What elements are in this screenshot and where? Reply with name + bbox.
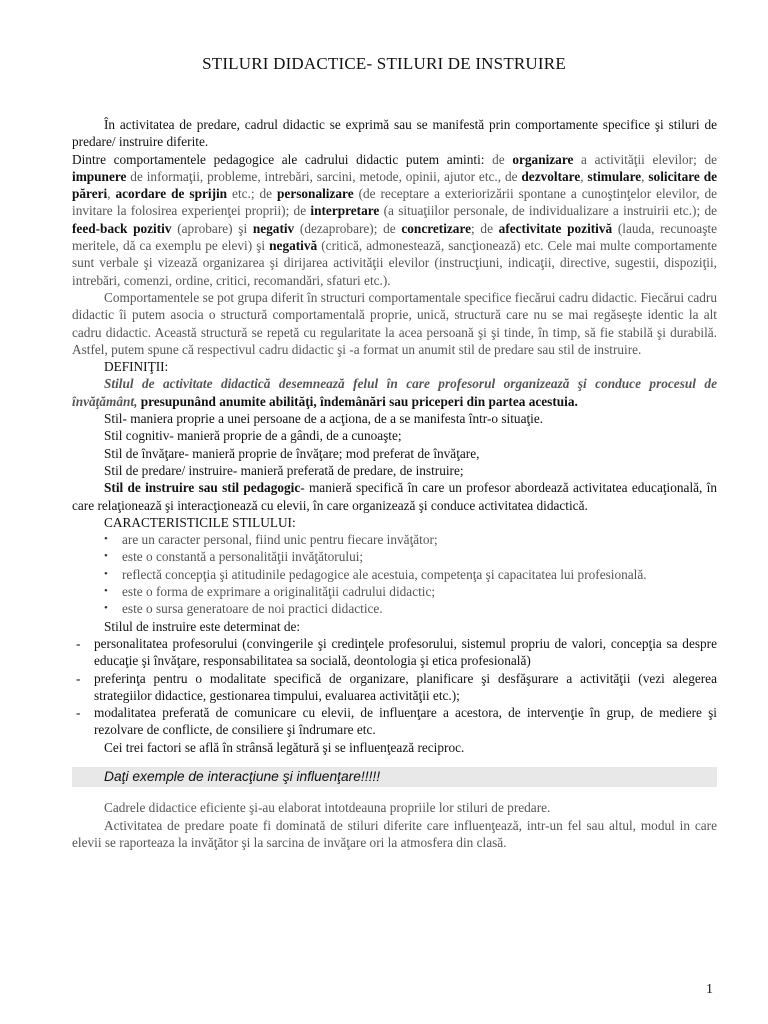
outro-paragraph-2: Activitatea de predare poate fi dominată de stiluri diferite care influenţează, intr-un fel sau altul, modul in care elevii se raporteaza la invăţător şi la sarcina de invăţare ori la atmosfera din clasă.: [72, 817, 717, 850]
text-run: (lauda, recunoaşte meritele, dă ca exemplu pe elevi) şi: [72, 220, 717, 254]
definition-item: Stil de predare/ instruire- manieră preferată de predare, de instruire;: [104, 462, 464, 478]
intro-paragraph: În activitatea de predare, cadrul didactic se exprimă sau se manifestă prin comportamente specifice şi stiluri de predare/ instruire diferite.: [72, 117, 717, 150]
stil-pedagogic-paragraph: [72, 479, 717, 514]
keyword: acordare de sprijin: [115, 186, 228, 202]
structura-paragraph: Comportamentele se pot grupa diferit în structuri comportamentale specifice fiecărui cadru didactic. Fiecărui cadru didactic îi putem asocia o structură comportamentală proprie, unică, structură care nu se mai regăseşte identic la alt cadru didactic. Această structură se repetă cu regularitate la acea persoană şi şi tinde, în timp, să fie stabilă şi durabilă. Astfel, putem spune că respectivul cadru didactic şi -a format un anumit stil de predare sau stil de instruire.: [72, 289, 717, 357]
text-run: ,: [107, 186, 116, 202]
definitii-heading: DEFINIŢII:: [104, 359, 169, 375]
caracteristici-heading: CARACTERISTICILE STILULUI:: [104, 514, 296, 530]
keyword: feed-back pozitiv: [72, 220, 172, 236]
text-run: de informaţii, probleme, intrebări, sarcini, metode, opinii, ajutor etc., de: [126, 168, 522, 184]
comportamente-paragraph: [72, 151, 717, 289]
definition-item: Stil- maniera proprie a unei persoane de a acţiona, de a se manifesta într-o situaţie.: [104, 411, 544, 427]
keyword: interpretare: [310, 203, 380, 219]
factor-item: - modalitatea preferată de comunicare cu elevii, de influenţare a acestora, de intervenţie în grup, de mediere şi rezolvare de conflicte, de consiliere şi îndrumare etc.: [72, 704, 717, 739]
text-run: (a situaţiilor personale, de individualizare a instruirii etc.); de: [379, 203, 717, 219]
stil-pedagogic-text: - manieră specifică în care un profesor abordează activitatea educaţională, în care relaţionează şi interacţionează cu elevii, în care organizează şi conduce activitatea didactică.: [72, 480, 717, 513]
definition-item: Stil cognitiv- manieră proprie de a gândi, de a cunoaşte;: [104, 428, 402, 444]
factor-item: - preferinţa pentru o modalitate specifică de organizare, planificare şi desfăşurare a activităţii (vezi alegerea strategiilor didactice, gestionarea timpului, evaluarea activităţii etc.);: [72, 670, 717, 705]
page-number: 1: [706, 982, 713, 997]
text-run: (aprobare) şi: [171, 220, 253, 236]
keyword: negativă: [269, 238, 318, 254]
text-run: ; de: [471, 220, 499, 236]
text-run: etc.; de: [227, 186, 278, 202]
caracteristici-list: [72, 531, 717, 617]
outro-paragraph-1: Cadrele didactice eficiente şi-au elaborat intotdeauna propriile lor stiluri de predare.: [104, 800, 551, 816]
exercise-prompt: Daţi exemple de interacţiune şi influenţare!!!!!: [72, 767, 717, 787]
keyword: solicitare de păreri: [72, 168, 718, 202]
determinat-heading: Stilul de instruire este determinat de:: [104, 618, 301, 634]
keyword: negativ: [252, 220, 295, 236]
caracteristica-item: • reflectă concepţia şi atitudinile pedagogice ale acestuia, competenţa şi capacitatea lui profesională.: [104, 566, 717, 583]
factori-closing: Cei trei factori se află în strânsă legătură şi se influenţează reciproc.: [104, 739, 465, 755]
caracteristica-item: • are un caracter personal, fiind unic pentru fiecare invăţător;: [104, 531, 717, 548]
document-title: STILURI DIDACTICE- STILURI DE INSTRUIRE: [202, 54, 566, 73]
keyword: afectivitate pozitivă: [498, 220, 613, 236]
stil-pedagogic-term: Stil de instruire sau stil pedagogic: [104, 480, 301, 496]
text-run: de: [484, 151, 513, 167]
keyword: stimulare: [587, 168, 642, 184]
caracteristica-item: • este o sursa generatoare de noi practici didactice.: [104, 600, 717, 617]
text-run: ,: [641, 168, 649, 184]
keyword: impunere: [72, 168, 127, 184]
text-run: (critică, admonestează, sancţionează) etc. Cele mai multe comportamente sunt verbale şi vizează organizarea şi dirijarea activităţii elevilor (instrucţiuni, indicaţii, directive, sugestii, dispoziţii, intrebări, comenzi, ordine, critici, recomandări, sfaturi etc.).: [72, 238, 717, 288]
caracteristica-item: • este o forma de exprimare a originalităţii cadrului didactic;: [104, 583, 717, 600]
text-run: (dezaprobare); de: [294, 220, 402, 236]
text-run: a activităţii elevilor; de: [573, 151, 718, 167]
comportamente-lead: Dintre comportamentele pedagogice ale cadrului didactic putem aminti:: [72, 151, 485, 167]
keyword: dezvoltare: [521, 168, 581, 184]
definition-item: Stil de învăţare- manieră proprie de învăţare; mod preferat de învăţare,: [104, 445, 480, 461]
document-body: [72, 116, 717, 851]
factori-list: [72, 635, 717, 739]
caracteristica-item: • este o constantă a personalităţii invăţătorului;: [104, 548, 717, 565]
definitie-paragraph: [72, 375, 717, 410]
definitie-italic: Stilul de activitate didactică desemnează felul în care profesorul organizează şi conduce procesul de învăţământ,: [72, 376, 717, 409]
keyword: organizare: [512, 151, 574, 167]
text-run: ,: [580, 168, 588, 184]
keyword: personalizare: [277, 186, 354, 202]
factor-item: - personalitatea profesorului (convingerile şi credinţele profesorului, sistemul propriu de valori, concepţia sa despre educaţie şi învăţare, responsabilitatea sa socială, deontologia şi etica profesională): [72, 635, 717, 670]
text-run: (de receptare a exteriorizării spontane a cunoştinţelor elevilor, de invitare la folosirea experienţei proprii); de: [72, 186, 717, 219]
definitie-rest: presupunând anumite abilităţi, îndemânări sau priceperi din partea acestuia.: [137, 393, 578, 409]
keyword: concretizare: [401, 220, 472, 236]
